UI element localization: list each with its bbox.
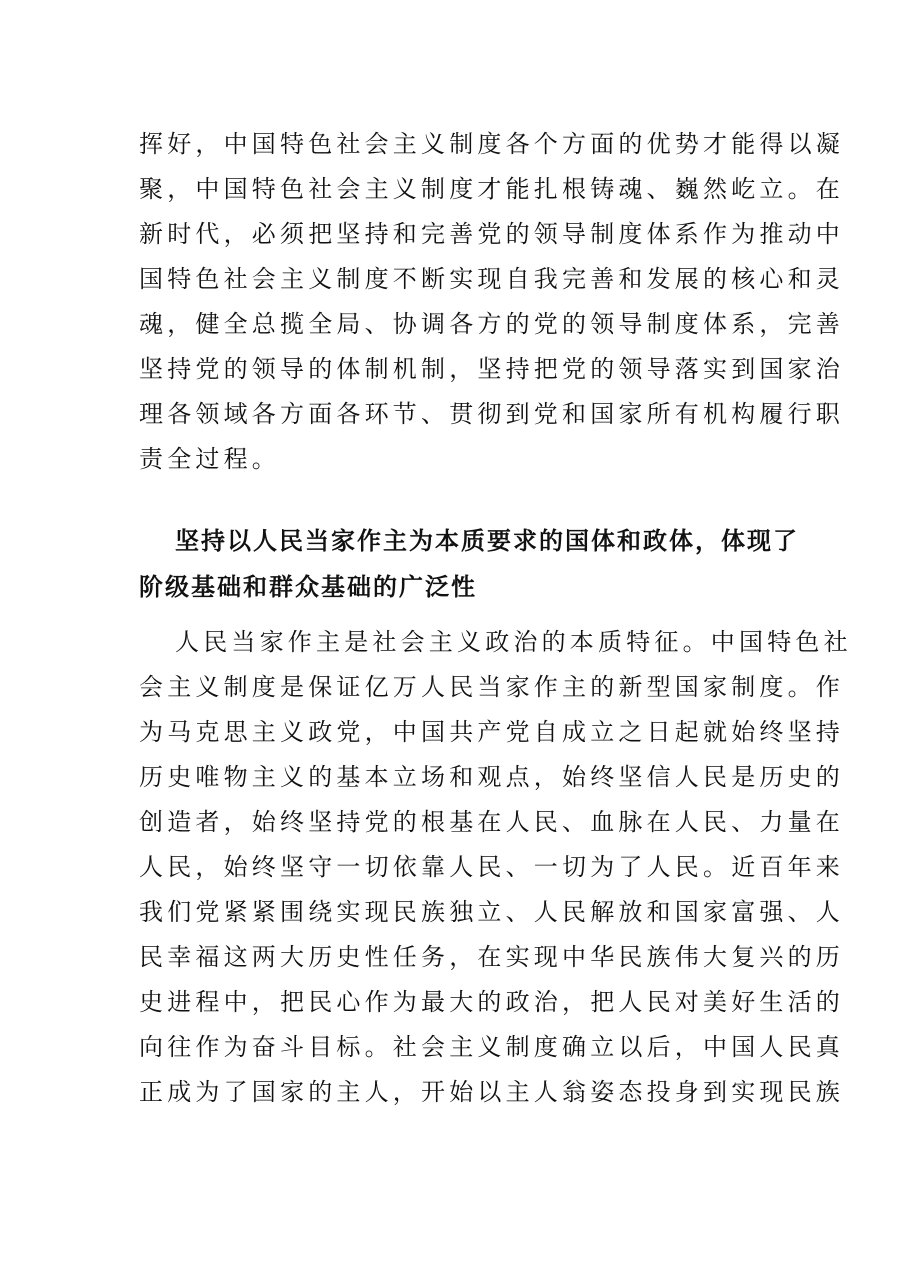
text-line: 理各领域各方面各环节、贯彻到党和国家所有机构履行职 [139,400,844,428]
text-line: 坚持党的领导的体制机制，坚持把党的领导落实到国家治 [139,355,844,383]
text-line: 会主义制度是保证亿万人民当家作主的新型国家制度。作 [139,673,844,701]
text-line: 向往作为奋斗目标。社会主义制度确立以后，中国人民真 [139,1033,844,1061]
heading-line: 坚持以人民当家作主为本质要求的国体和政体，体现了 [175,527,799,555]
text-line: 史进程中，把民心作为最大的政治，把人民对美好生活的 [139,988,844,1016]
text-line: 聚，中国特色社会主义制度才能扎根铸魂、巍然屹立。在 [139,175,844,203]
text-line: 人民当家作主是社会主义政治的本质特征。中国特色社 [175,628,852,656]
text-line: 责全过程。 [139,445,280,473]
body-paragraph-continued [139,122,844,482]
text-line: 为马克思主义政党，中国共产党自成立之日起就始终坚持 [139,718,844,746]
heading-line: 阶级基础和群众基础的广泛性 [139,573,477,601]
text-line: 人民，始终坚守一切依靠人民、一切为了人民。近百年来 [139,853,844,881]
text-line: 民幸福这两大历史性任务，在实现中华民族伟大复兴的历 [139,943,844,971]
text-line: 我们党紧紧围绕实现民族独立、人民解放和国家富强、人 [139,898,844,926]
text-line: 正成为了国家的主人，开始以主人翁姿态投身到实现民族 [139,1078,844,1106]
text-line: 挥好，中国特色社会主义制度各个方面的优势才能得以凝 [139,130,844,158]
text-line: 魂，健全总揽全局、协调各方的党的领导制度体系，完善 [139,310,844,338]
text-line: 国特色社会主义制度不断实现自我完善和发展的核心和灵 [139,265,844,293]
text-line: 新时代，必须把坚持和完善党的领导制度体系作为推动中 [139,220,844,248]
text-line: 历史唯物主义的基本立场和观点，始终坚信人民是历史的 [139,763,844,791]
body-paragraph [139,620,852,1115]
text-line: 创造者，始终坚持党的根基在人民、血脉在人民、力量在 [139,808,844,836]
section-heading [139,518,799,610]
